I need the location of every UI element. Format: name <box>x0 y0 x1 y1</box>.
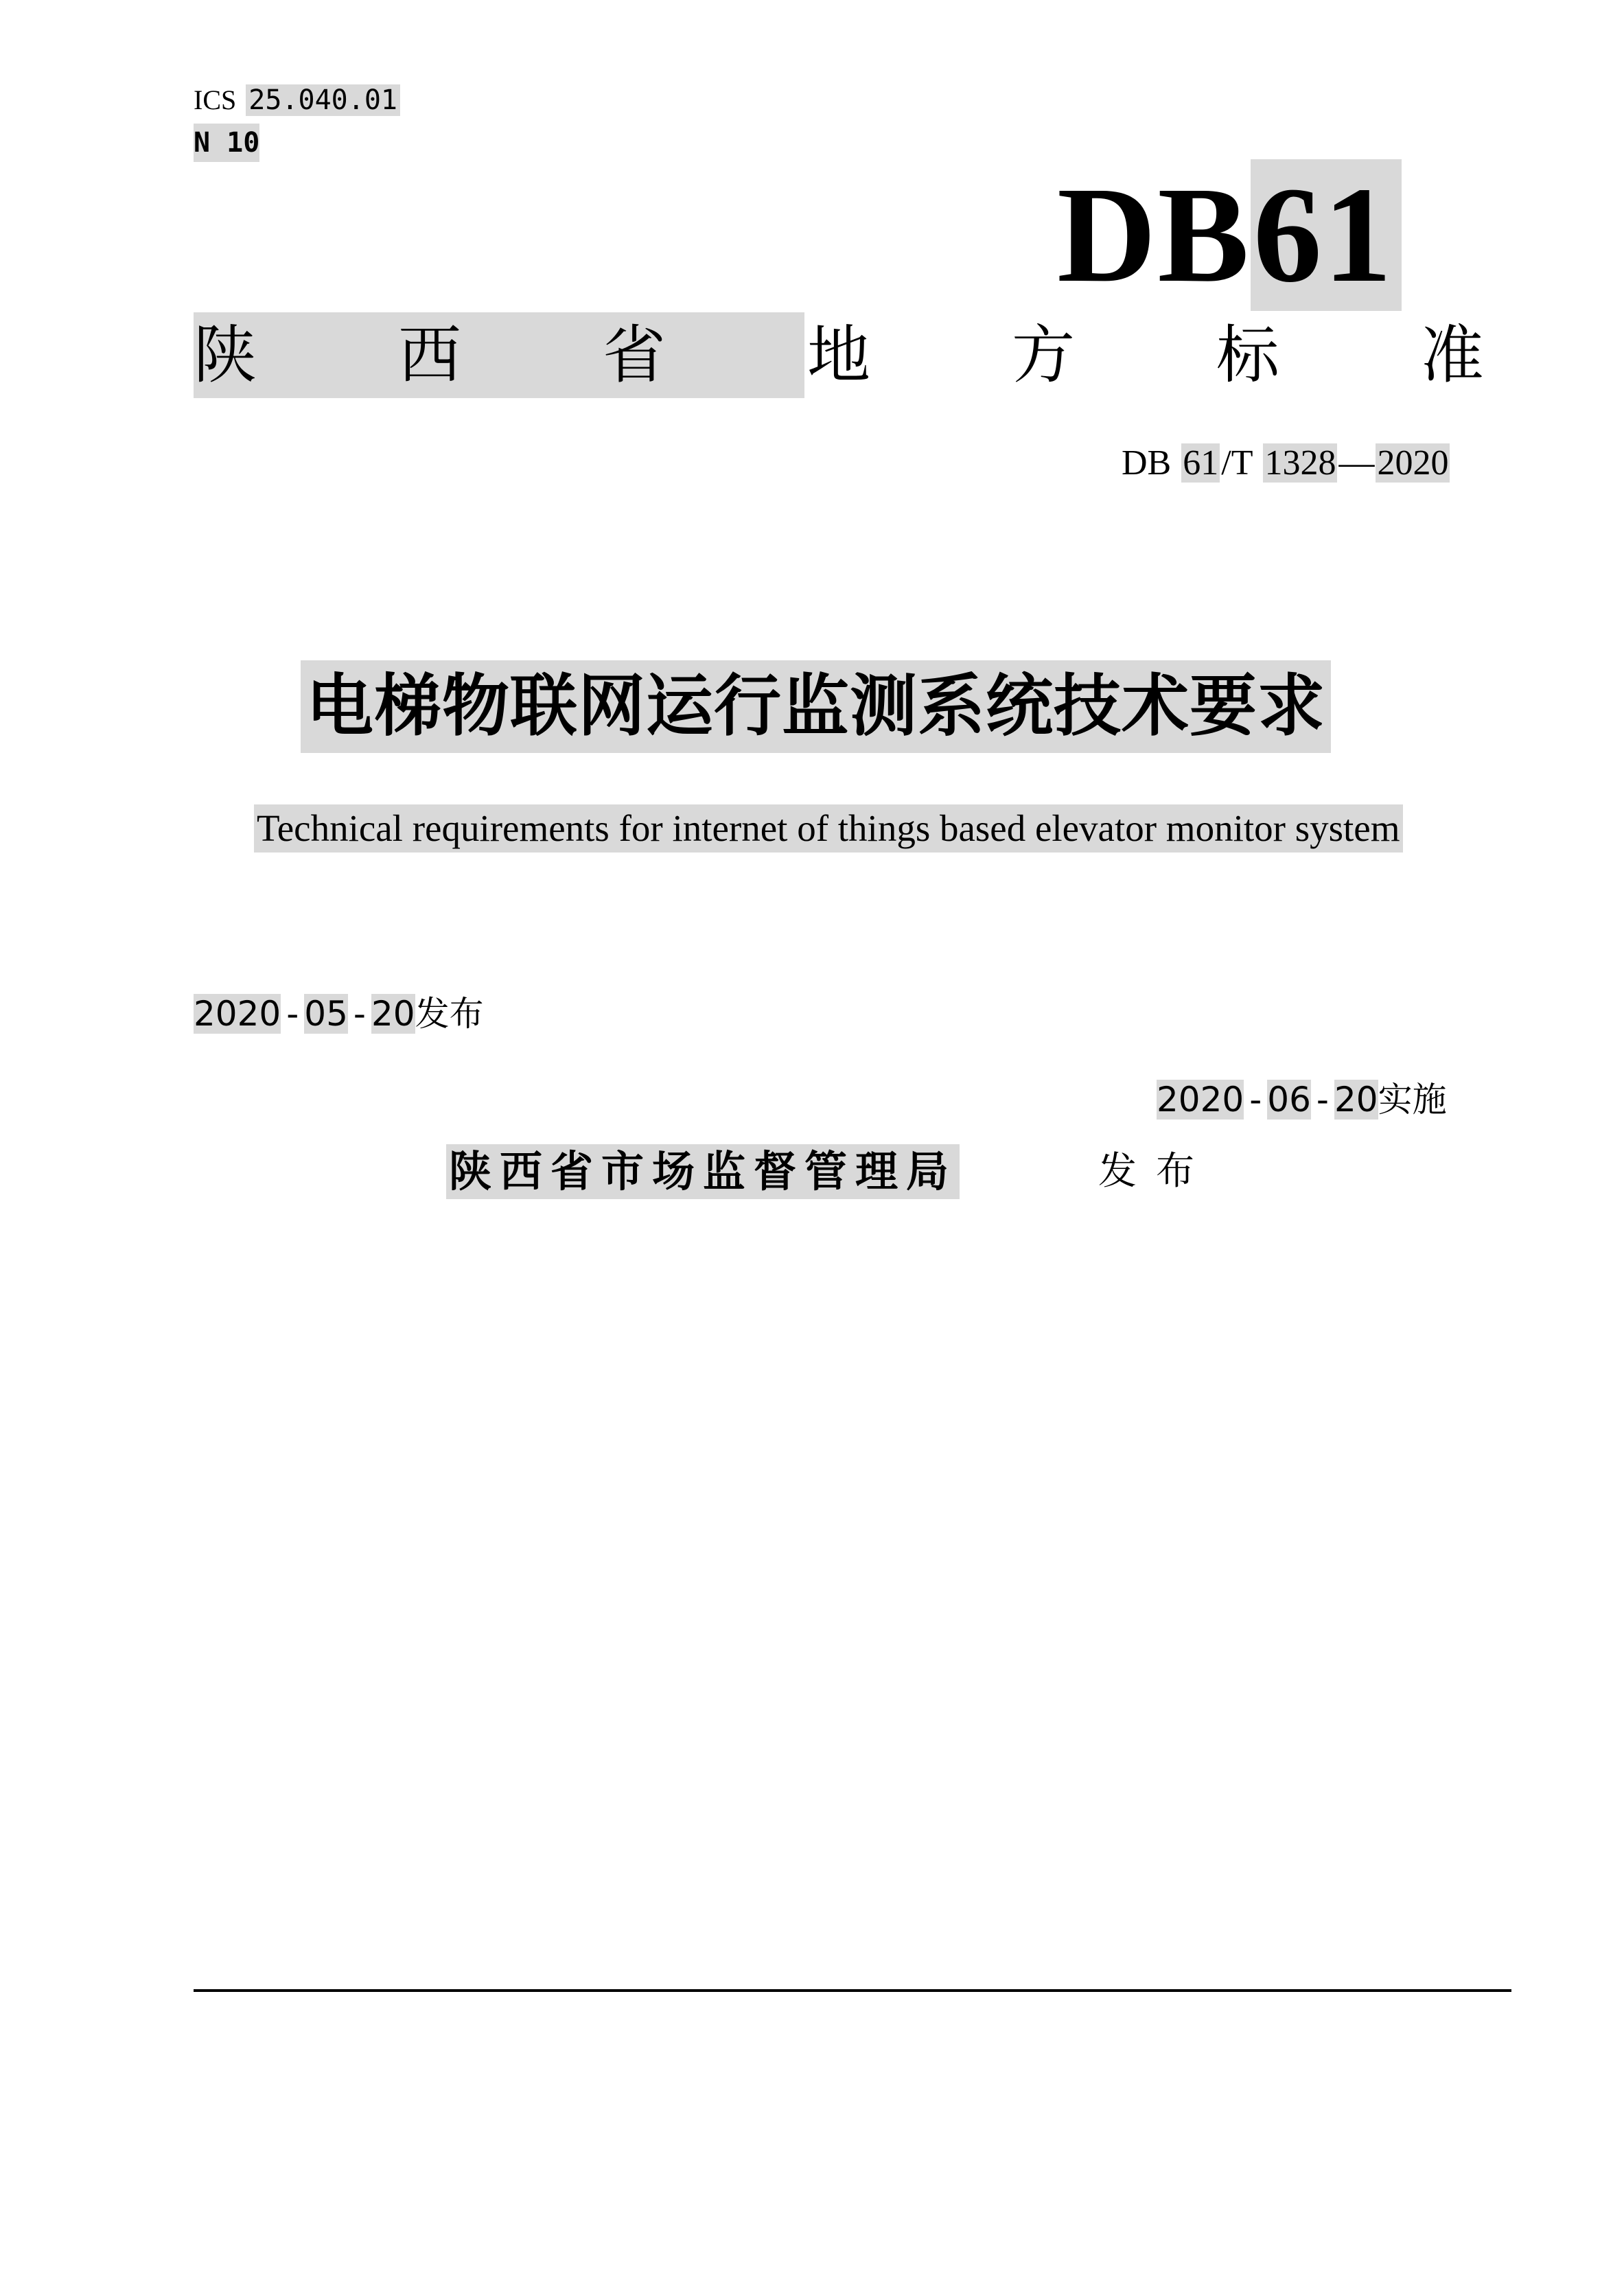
issuer-name: 陕西省市场监督管理局 <box>446 1144 960 1199</box>
date-separator: - <box>286 994 299 1034</box>
implement-year: 2020 <box>1157 1080 1244 1120</box>
date-separator: - <box>1316 1080 1329 1120</box>
db-mark-letters: DB <box>1057 159 1251 311</box>
standard-type-char: 地 <box>807 318 870 392</box>
implement-label: 实施 <box>1378 1080 1447 1120</box>
standard-type-title <box>194 312 1484 398</box>
title-english: Technical requirements for internet of things based elevator monitor system <box>254 804 1403 853</box>
implement-date <box>1157 1076 1447 1124</box>
title-chinese: 电梯物联网运行监测系统技术要求 <box>301 660 1331 753</box>
ics-code: 25.040.01 <box>246 84 400 116</box>
standard-number-value: 1328 <box>1264 443 1336 483</box>
bottom-rule <box>194 1989 1511 1992</box>
date-separator: - <box>353 994 366 1034</box>
standard-type-char: 省 <box>602 318 666 392</box>
standard-number <box>1120 439 1450 487</box>
db-mark <box>1057 158 1402 312</box>
issuer-action: 发布 <box>1098 1149 1214 1194</box>
publish-day: 20 <box>371 994 415 1034</box>
standard-number-type: /T <box>1221 443 1253 483</box>
standard-number-dash: — <box>1338 443 1375 483</box>
date-separator: - <box>1249 1080 1262 1120</box>
publish-year: 2020 <box>194 994 281 1034</box>
standard-number-province: 61 <box>1183 443 1219 483</box>
standard-type-char: 准 <box>1420 318 1484 392</box>
implement-day: 20 <box>1334 1080 1378 1120</box>
standard-type-char: 标 <box>1216 318 1279 392</box>
publish-date <box>194 990 484 1038</box>
implement-month: 06 <box>1267 1080 1311 1120</box>
standard-type-char: 陕 <box>194 318 257 392</box>
standard-type-char: 方 <box>1011 318 1075 392</box>
standard-number-year: 2020 <box>1377 443 1449 483</box>
db-mark-number: 61 <box>1251 159 1402 311</box>
publish-label: 发布 <box>415 994 484 1034</box>
ics-line <box>194 81 400 119</box>
publish-month: 05 <box>304 994 348 1034</box>
standard-type-char: 西 <box>397 318 461 392</box>
standard-number-prefix: DB <box>1122 443 1172 483</box>
ccs-code: N 10 <box>194 124 259 162</box>
ics-label: ICS <box>194 84 237 115</box>
